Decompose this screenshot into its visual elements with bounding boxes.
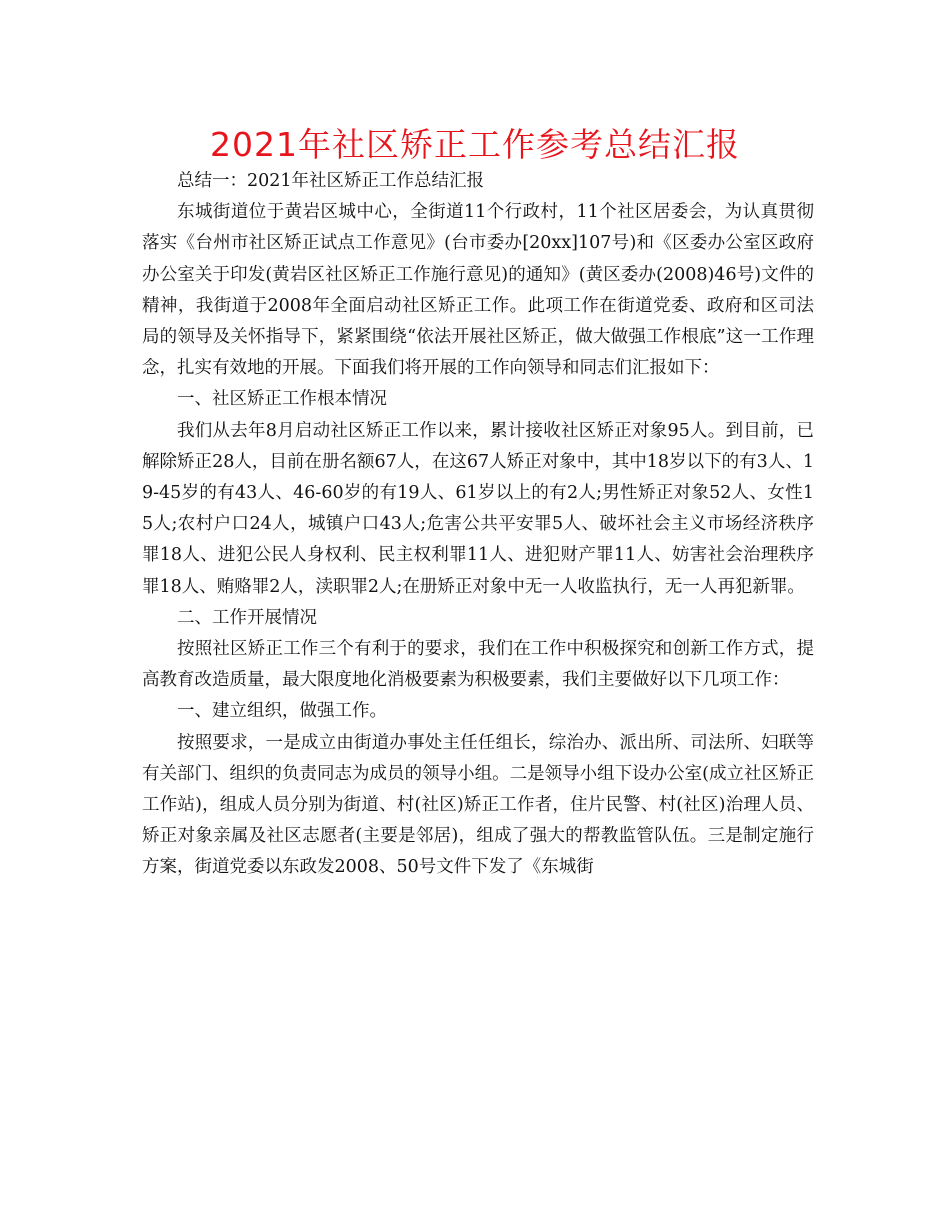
paragraph-organization-details: 按照要求，一是成立由街道办事处主任任组长，综治办、派出所、司法所、妇联等有关部门、组织的负责同志为成员的领导小组。二是领导小组下设办公室(成立社区矫正工作站)，组成人员分别为街道、村(社区)矫正工作者，住片民警、村(社区)治理人员、矫正对象亲属及社区志愿者(主要是邻居)，组成了强大的帮教监管队伍。三是制定施行方案，街道党委以东政发2008、50号文件下发了《东城街: [142, 732, 814, 878]
document-body: [142, 166, 814, 884]
section-heading-basic-situation: 一、社区矫正工作根本情况: [177, 389, 387, 410]
paragraph-summary-heading: 总结一：2021年社区矫正工作总结汇报: [177, 171, 485, 191]
paragraph-work-approach: 按照社区矫正工作三个有利于的要求，我们在工作中积极探究和创新工作方式，提高教育改造质量，最大限度地化消极要素为积极要素，我们主要做好以下几项工作：: [142, 639, 814, 691]
section-heading-work-progress: 二、工作开展情况: [177, 607, 317, 628]
paragraph-statistics: 我们从去年8月启动社区矫正工作以来，累计接收社区矫正对象95人。到目前，已解除矫正28人，目前在册名额67人，在这67人矫正对象中，其中18岁以下的有3人、19-45岁的有43人、46-60岁的有19人、61岁以上的有2人;男性矫正对象52人、女性15人;农村户口24人，城镇户口43人;危害公共平安罪5人、破坏社会主义市场经济秩序罪18人、进犯公民人身权利、民主权利罪11人、进犯财产罪11人、妨害社会治理秩序罪18人、贿赂罪2人，渎职罪2人;在册矫正对象中无一人收监执行，无一人再犯新罪。: [142, 420, 814, 597]
subsection-heading-organization: 一、建立组织，做强工作。: [177, 701, 387, 722]
paragraph-intro: 东城街道位于黄岩区城中心，全街道11个行政村，11个社区居委会，为认真贯彻落实《台州市社区矫正试点工作意见》(台市委办[20xx]107号)和《区委办公室区政府办公室关于印发(黄岩区社区矫正工作施行意见)的通知》(黄区委办(2008)46号)文件的精神，我街道于2008年全面启动社区矫正工作。此项工作在街道党委、政府和区司法局的领导及关怀指导下，紧紧围绕“依法开展社区矫正，做大做强工作根底”这一工作理念，扎实有效地的开展。下面我们将开展的工作向领导和同志们汇报如下：: [142, 202, 814, 379]
document-title: 2021年社区矫正工作参考总结汇报: [210, 125, 740, 164]
